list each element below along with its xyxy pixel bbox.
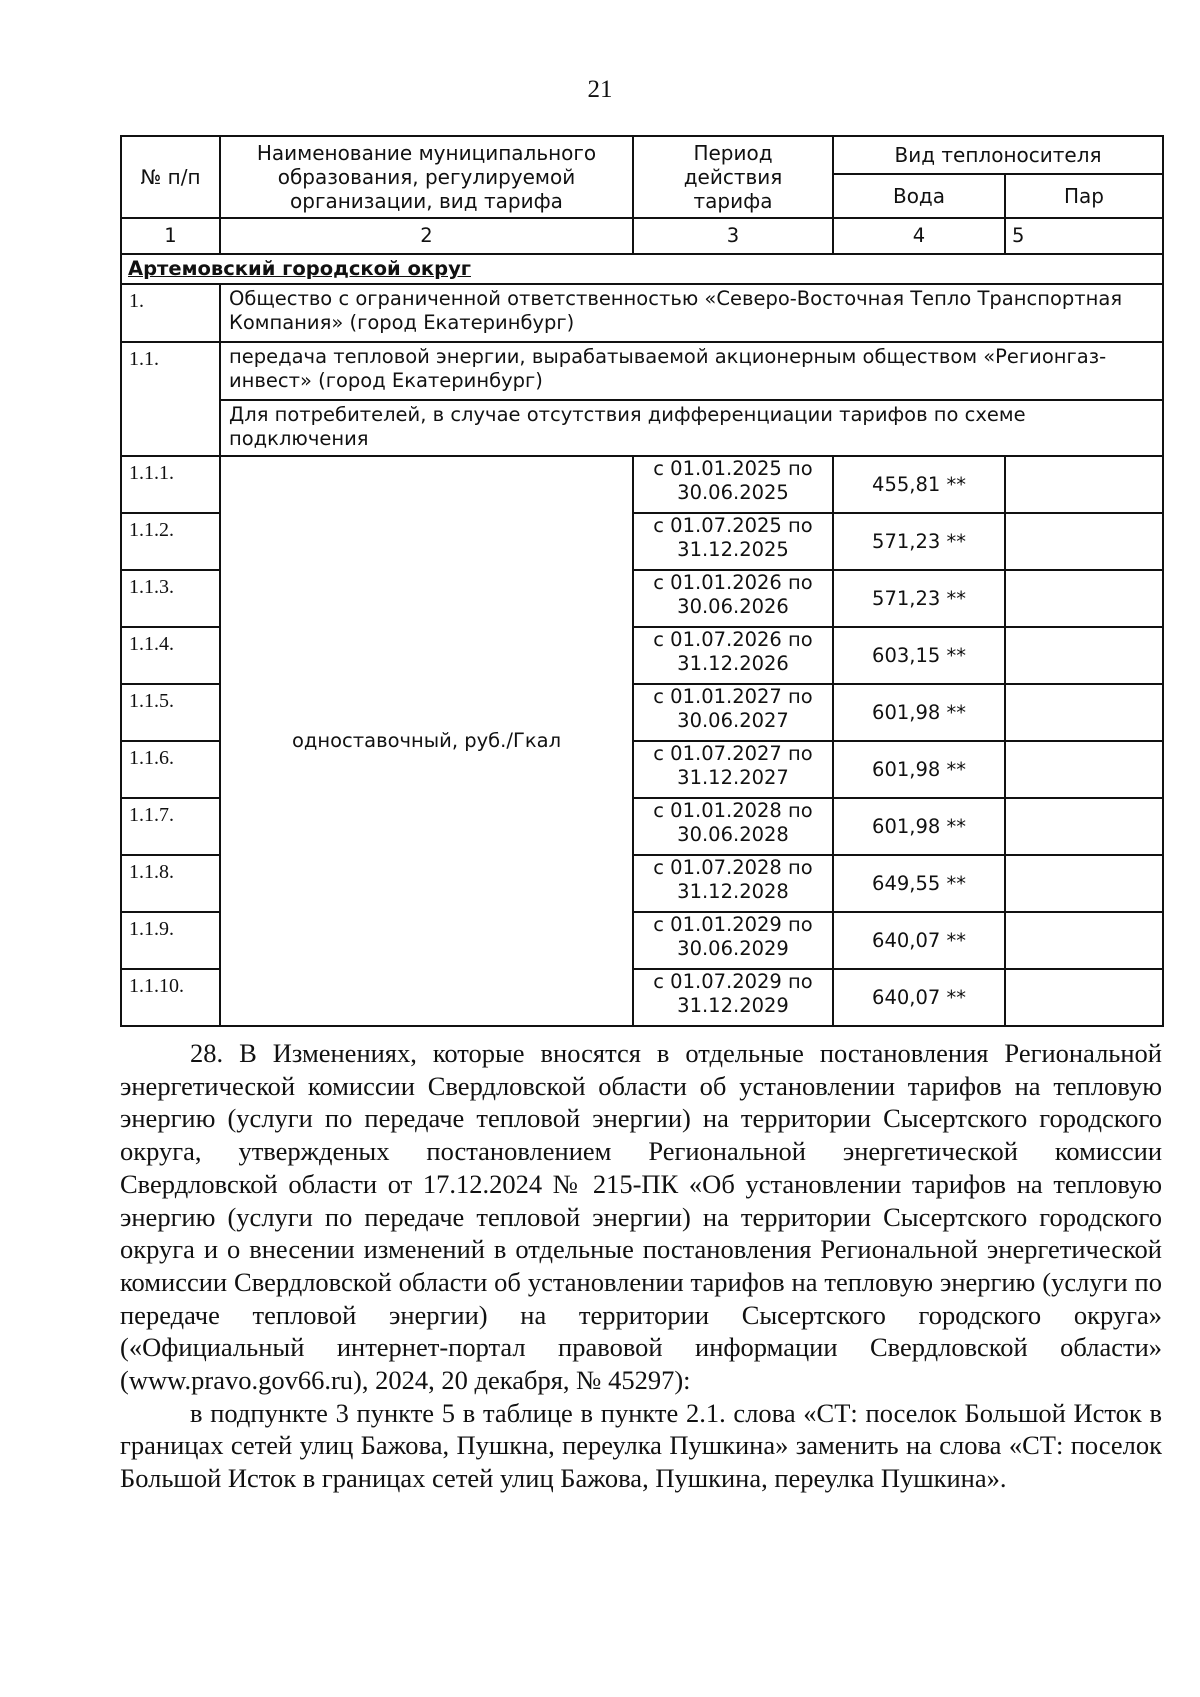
- table-row: [121, 456, 1163, 513]
- row-period: с 01.07.2026 по 31.12.2026: [633, 627, 833, 684]
- row-period: с 01.01.2029 по 30.06.2029: [633, 912, 833, 969]
- row-period: с 01.07.2029 по 31.12.2029: [633, 969, 833, 1026]
- row-number: 1.1.10.: [121, 969, 220, 1026]
- body-text: [120, 1037, 1162, 1495]
- row-period: с 01.07.2028 по 31.12.2028: [633, 855, 833, 912]
- row-water-value: 603,15 **: [833, 627, 1005, 684]
- tariff-type: одноставочный, руб./Гкал: [220, 456, 633, 1026]
- header-number: № п/п: [121, 136, 220, 218]
- row-number: 1.1.4.: [121, 627, 220, 684]
- row-period: с 01.01.2028 по 30.06.2028: [633, 798, 833, 855]
- row-number: 1.1.2.: [121, 513, 220, 570]
- page-number: 21: [587, 76, 613, 103]
- row-water-value: 601,98 **: [833, 741, 1005, 798]
- service-number: 1.1.: [121, 342, 220, 456]
- row-steam-value: [1005, 513, 1163, 570]
- row-number: 1.1.8.: [121, 855, 220, 912]
- row-water-value: 601,98 **: [833, 684, 1005, 741]
- row-period: с 01.01.2027 по 30.06.2027: [633, 684, 833, 741]
- row-steam-value: [1005, 912, 1163, 969]
- row-period: с 01.07.2025 по 31.12.2025: [633, 513, 833, 570]
- paragraph-28: 28. В Изменениях, которые вносятся в отдельные постановления Региональной энергетической комиссии Свердловской области об установлении тарифов на тепловую энергию (услуги по передаче тепловой энергии) на территории Сысертского городского округа, утвержденых постановлением Региональной энергетической комиссии Свердловской области от 17.12.2024 № 215-ПК «Об установлении тарифов на тепловую энергию (услуги по передаче тепловой энергии) на территории Сысертского городского округа и о внесении изменений в отдельные постановления Региональной энергетической комиссии Свердловской области об установлении тарифов на тепловую энергию (услуги по передаче тепловой энергии) на территории Сысертского городского округа» («Официальный интернет-портал правовой информации Свердловской области» (www.pravo.gov66.ru), 2024, 20 декабря, № 45297):: [120, 1038, 1162, 1396]
- header-name: Наименование муниципального образования, регулируемой организации, вид тарифа: [220, 136, 633, 218]
- consumers-note: Для потребителей, в случае отсутствия дифференциации тарифов по схеме подключения: [220, 400, 1163, 456]
- column-number: 4: [833, 218, 1005, 254]
- row-water-value: 640,07 **: [833, 912, 1005, 969]
- header-steam: Пар: [1005, 174, 1163, 218]
- row-water-value: 455,81 **: [833, 456, 1005, 513]
- header-water: Вода: [833, 174, 1005, 218]
- row-water-value: 601,98 **: [833, 798, 1005, 855]
- column-number: 1: [121, 218, 220, 254]
- column-number: 5: [1005, 218, 1163, 254]
- row-period: с 01.07.2027 по 31.12.2027: [633, 741, 833, 798]
- org-name: Общество с ограниченной ответственностью «Северо-Восточная Тепло Транспортная Компания» (город Екатеринбург): [220, 284, 1163, 342]
- row-steam-value: [1005, 456, 1163, 513]
- row-water-value: 571,23 **: [833, 513, 1005, 570]
- header-carrier-group: Вид теплоносителя: [833, 136, 1163, 174]
- row-water-value: 649,55 **: [833, 855, 1005, 912]
- row-steam-value: [1005, 570, 1163, 627]
- paragraph-amendment: в подпункте 3 пункте 5 в таблице в пункте 2.1. слова «СТ: поселок Большой Исток в границах сетей улиц Бажова, Пушкна, переулка Пушкина» заменить на слова «СТ: поселок Большой Исток в границах сетей улиц Бажова, Пушкина, переулка Пушкина».: [120, 1397, 1162, 1494]
- row-period: с 01.01.2025 по 30.06.2025: [633, 456, 833, 513]
- row-number: 1.1.1.: [121, 456, 220, 513]
- column-number: 3: [633, 218, 833, 254]
- row-steam-value: [1005, 627, 1163, 684]
- row-water-value: 640,07 **: [833, 969, 1005, 1026]
- row-steam-value: [1005, 684, 1163, 741]
- header-period: Период действия тарифа: [633, 136, 833, 218]
- row-number: 1.1.5.: [121, 684, 220, 741]
- row-steam-value: [1005, 855, 1163, 912]
- row-number: 1.1.9.: [121, 912, 220, 969]
- column-number-row: [121, 218, 1163, 254]
- row-steam-value: [1005, 969, 1163, 1026]
- row-steam-value: [1005, 741, 1163, 798]
- row-period: с 01.01.2026 по 30.06.2026: [633, 570, 833, 627]
- row-number: 1.1.3.: [121, 570, 220, 627]
- service-name: передача тепловой энергии, вырабатываемой акционерным обществом «Регионгаз-инвест» (город Екатеринбург): [220, 342, 1163, 400]
- org-number: 1.: [121, 284, 220, 342]
- row-number: 1.1.7.: [121, 798, 220, 855]
- row-water-value: 571,23 **: [833, 570, 1005, 627]
- section-title: Артемовский городской округ: [121, 254, 1163, 284]
- column-number: 2: [220, 218, 633, 254]
- tariff-table: [120, 135, 1164, 1027]
- row-number: 1.1.6.: [121, 741, 220, 798]
- row-steam-value: [1005, 798, 1163, 855]
